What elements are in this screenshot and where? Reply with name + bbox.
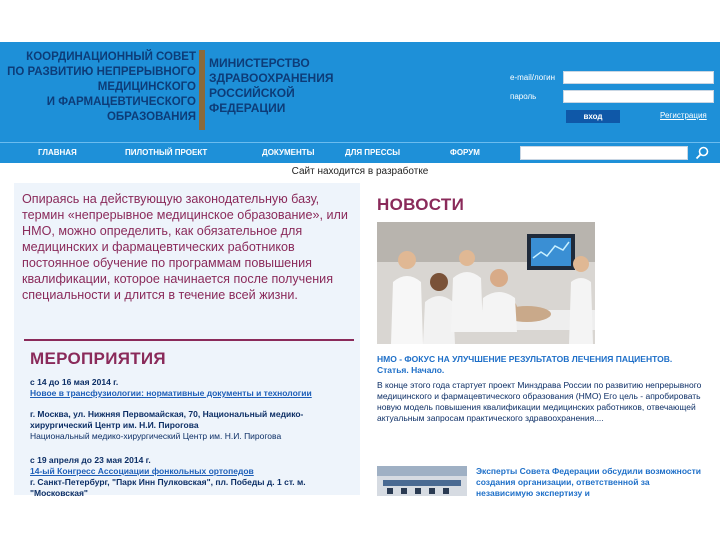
event-date: с 14 до 16 мая 2014 г. — [30, 377, 119, 387]
nav-item-home[interactable]: ГЛАВНАЯ — [38, 148, 77, 157]
nav-item-pilot[interactable]: ПИЛОТНЫЙ ПРОЕКТ — [125, 148, 208, 157]
news-headline[interactable]: НМО - ФОКУС НА УЛУЧШЕНИЕ РЕЗУЛЬТАТОВ ЛЕЧЕНИЯ ПАЦИЕНТОВ. Статья. Начало. — [377, 354, 673, 375]
event-link[interactable]: Новое в трансфузиологии: нормативные документы и технологии — [30, 388, 312, 398]
news-photo[interactable] — [377, 222, 595, 344]
news-title: НОВОСТИ — [377, 195, 465, 214]
event-address: г. Санкт-Петербург, "Парк Инн Пулковская", пл. Победы д. 1 ст. м. "Московская" — [30, 477, 306, 498]
news-headline-2[interactable]: Эксперты Совета Федерации обсудили возможности создания организации, ответственной за независимую экспертизу и — [476, 466, 702, 498]
ministry-line: МИНИСТЕРСТВО — [209, 56, 310, 70]
nav-item-forum[interactable]: ФОРУМ — [450, 148, 480, 157]
main-nav — [0, 142, 720, 163]
council-line: МЕДИЦИНСКОГО — [97, 81, 196, 93]
ministry-line: ЗДРАВООХРАНЕНИЯ — [209, 71, 334, 85]
event-date: с 19 апреля до 23 мая 2014 г. — [30, 455, 151, 465]
intro-text: Опираясь на действующую законодательную базу, термин «непрерывное медицинское образование», или НМО, можно определить, как обязательное для медицинских и фармацевтических работников постоянное обучение по программам повышения квалификации, которое начинается после получения специальности и длится в течение всей жизни. — [22, 192, 348, 302]
council-line: ПО РАЗВИТИЮ НЕПРЕРЫВНОГО — [7, 66, 196, 78]
left-column — [14, 183, 360, 498]
ministry-title — [209, 56, 359, 116]
news-body: В конце этого года стартует проект Минздрава России по развитию непрерывного медицинского и фармацевтического образования (НМО) Его цель - апробировать новую модель повышения квалификации медицинских работников, отвечающей актуальным запросам практического здравоохранения.... — [377, 380, 702, 423]
logo-divider — [199, 50, 205, 130]
password-field[interactable] — [563, 90, 714, 103]
council-line: И ФАРМАЦЕВТИЧЕСКОГО — [46, 96, 196, 108]
council-line: ОБРАЗОВАНИЯ — [106, 111, 196, 123]
council-title — [4, 50, 196, 125]
events-title: МЕРОПРИЯТИЯ — [30, 349, 166, 368]
event-link[interactable]: 14-ый Конгресс Ассоциации фонкольных ортопедов — [30, 466, 254, 476]
development-notice: Сайт находится в разработке — [291, 166, 429, 177]
council-line: КООРДИНАЦИОННЫЙ СОВЕТ — [26, 51, 196, 63]
ministry-line: ФЕДЕРАЦИИ — [209, 101, 286, 115]
nav-item-documents[interactable]: ДОКУМЕНТЫ — [262, 148, 315, 157]
news-thumbnail[interactable] — [377, 466, 467, 496]
email-label: e-mail/логин — [510, 73, 556, 82]
search-input[interactable] — [520, 146, 688, 160]
event-organizer: Национальный медико-хирургический Центр им. Н.И. Пирогова — [30, 431, 282, 441]
ministry-line: РОССИЙСКОЙ — [209, 86, 295, 100]
register-link[interactable]: Регистрация — [660, 111, 707, 120]
search-icon[interactable] — [694, 145, 710, 161]
login-button[interactable]: вход — [566, 110, 620, 123]
nav-item-press[interactable]: ДЛЯ ПРЕССЫ — [345, 148, 401, 157]
email-field[interactable] — [563, 71, 714, 84]
password-label: пароль — [510, 92, 537, 101]
section-divider — [24, 339, 354, 341]
event-address: г. Москва, ул. Нижняя Первомайская, 70, Национальный медико-хирургический Центр им. Н.И. Пирогова — [30, 409, 304, 430]
site-header — [0, 42, 720, 142]
